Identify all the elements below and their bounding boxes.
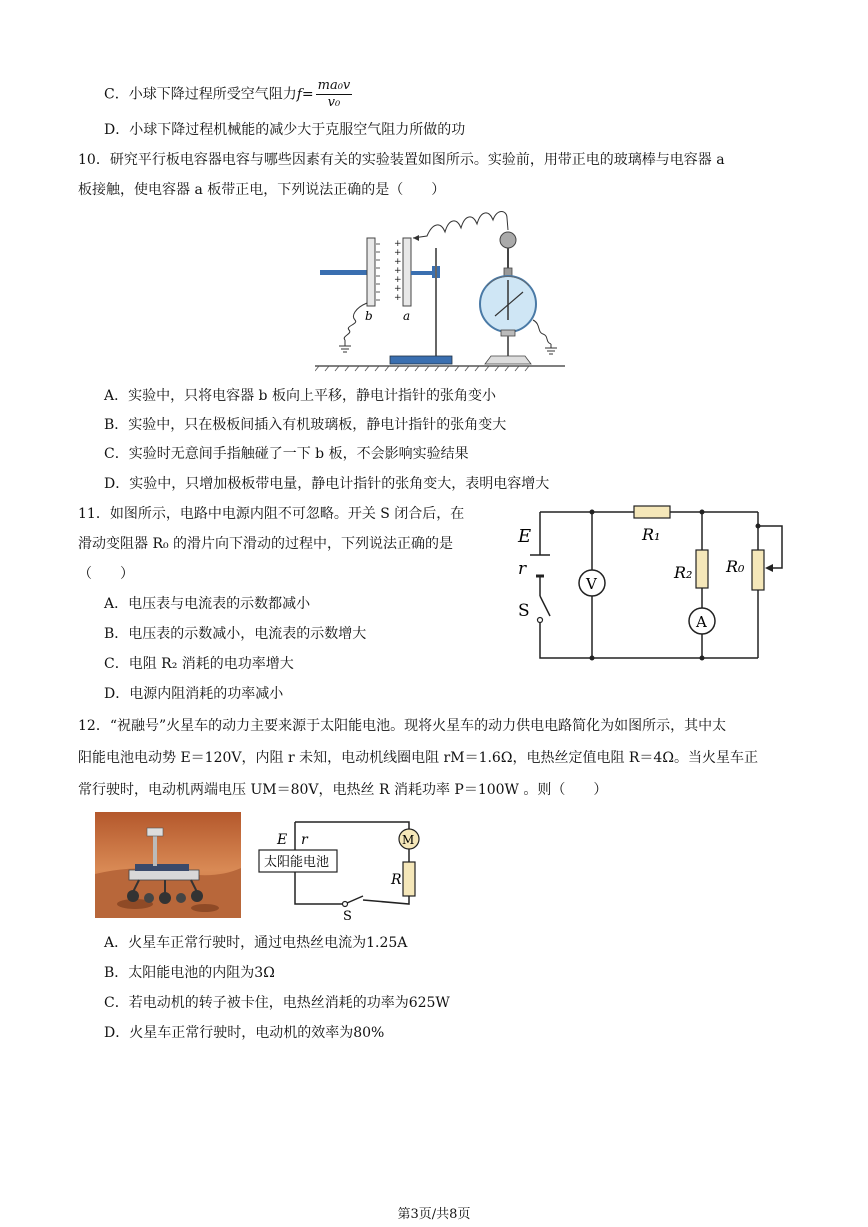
q11-label-r: r xyxy=(518,559,527,579)
q12-label-r: r xyxy=(301,832,308,848)
q12-option-b: B．太阳能电池的内阻为3Ω xyxy=(104,965,275,981)
plate-b xyxy=(367,238,375,306)
q10-stem-line1: 10．研究平行板电容器电容与哪些因素有关的实验装置如图所示。实验前，用带正电的玻璃棒与电容器 a xyxy=(78,152,725,168)
q11-stem-line1: 11．如图所示，电路中电源内阻不可忽略。开关 S 闭合后，在 xyxy=(78,506,465,522)
q11-stem-line2: 滑动变阻器 R₀ 的滑片向下滑动的过程中，下列说法正确的是 xyxy=(78,536,454,552)
q9-option-d: D．小球下降过程机械能的减少大于克服空气阻力所做的功 xyxy=(104,122,466,138)
resistor-R1 xyxy=(634,506,670,518)
mars-rover-photo xyxy=(95,812,241,918)
q9-option-c-text: C．小球下降过程所受空气阻力 xyxy=(104,86,297,103)
q11-option-a: A．电压表与电流表的示数都减小 xyxy=(104,596,311,612)
svg-text:+: + xyxy=(394,284,402,294)
q11-stem-line3: （ ） xyxy=(78,566,134,582)
q12-label-M: M xyxy=(402,833,415,847)
q12-stem-line2: 阳能电池电动势 E＝120V，内阻 r 未知，电动机线圈电阻 rM＝1.6Ω，电热丝定值电阻 R＝4Ω。当火星车正 xyxy=(78,750,758,766)
stand-base xyxy=(390,356,452,364)
q12-stem-line1: 12．“祝融号”火星车的动力主要来源于太阳能电池。现将火星车的动力供电电路简化为如图所示，其中太 xyxy=(78,718,727,734)
plate-b-rod xyxy=(320,270,372,275)
q10-option-b: B．实验中，只在极板间插入有机玻璃板，静电计指针的张角变大 xyxy=(104,417,507,433)
q9-fraction-num: ma₀v xyxy=(317,78,351,93)
q11-label-E: E xyxy=(518,526,532,547)
svg-text:+: + xyxy=(394,248,402,258)
capacitor-electrometer-figure xyxy=(315,208,565,373)
rheostat-R0 xyxy=(752,550,764,590)
svg-text:+: + xyxy=(394,257,402,267)
label-b: b xyxy=(365,309,373,323)
resistor-R2 xyxy=(696,550,708,588)
electrometer-ball xyxy=(500,232,516,248)
svg-text:+: + xyxy=(394,239,402,249)
q9-fraction xyxy=(316,78,353,111)
q11-label-V: V xyxy=(586,575,597,593)
page-footer: 第3页/共8页 xyxy=(397,1207,471,1222)
q12-label-R: R xyxy=(391,872,402,888)
label-a: a xyxy=(403,309,411,323)
q11-label-A: A xyxy=(696,613,707,631)
q12-option-d: D．火星车正常行驶时，电动机的效率为80% xyxy=(104,1025,385,1041)
plate-a xyxy=(403,238,411,306)
q12-label-battery: 太阳能电池 xyxy=(264,855,330,870)
q12-stem-line3: 常行驶时，电动机两端电压 UM＝80V，电热丝 R 消耗功率 P＝100W 。则（ ） xyxy=(78,782,608,798)
q10-stem-line2: 板接触，使电容器 a 板带正电，下列说法正确的是（ ） xyxy=(78,182,446,198)
heater-R xyxy=(403,862,415,896)
q12-circuit-figure xyxy=(255,812,430,922)
q11-circuit-figure xyxy=(510,500,800,665)
q11-label-R2: R₂ xyxy=(674,563,693,582)
q9-fraction-den: v₀ xyxy=(327,95,341,110)
q12-label-S: S xyxy=(343,909,352,922)
q10-option-a: A．实验中，只将电容器 b 板向上平移，静电计指针的张角变小 xyxy=(104,388,496,404)
svg-text:+: + xyxy=(394,293,402,303)
q9-option-c xyxy=(104,78,352,111)
q12-label-E: E xyxy=(277,832,288,848)
q11-option-d: D．电源内阻消耗的功率减小 xyxy=(104,686,284,702)
q11-label-R1: R₁ xyxy=(642,525,661,544)
q12-option-a: A．火星车正常行驶时，通过电热丝电流为1.25A xyxy=(104,935,408,951)
q11-label-R0: R₀ xyxy=(726,557,745,576)
svg-text:+: + xyxy=(394,275,402,285)
q10-option-c: C．实验时无意间手指触碰了一下 b 板，不会影响实验结果 xyxy=(104,446,469,462)
q12-option-c: C．若电动机的转子被卡住，电热丝消耗的功率为625W xyxy=(104,995,450,1011)
svg-text:+: + xyxy=(394,266,402,276)
q11-option-c: C．电阻 R₂ 消耗的电功率增大 xyxy=(104,656,294,672)
q10-option-d: D．实验中，只增加极板带电量，静电计指针的张角变大，表明电容增大 xyxy=(104,476,550,492)
q11-label-S: S xyxy=(518,601,530,621)
q9-formula-lhs: f= xyxy=(296,86,314,103)
q11-option-b: B．电压表的示数减小，电流表的示数增大 xyxy=(104,626,367,642)
